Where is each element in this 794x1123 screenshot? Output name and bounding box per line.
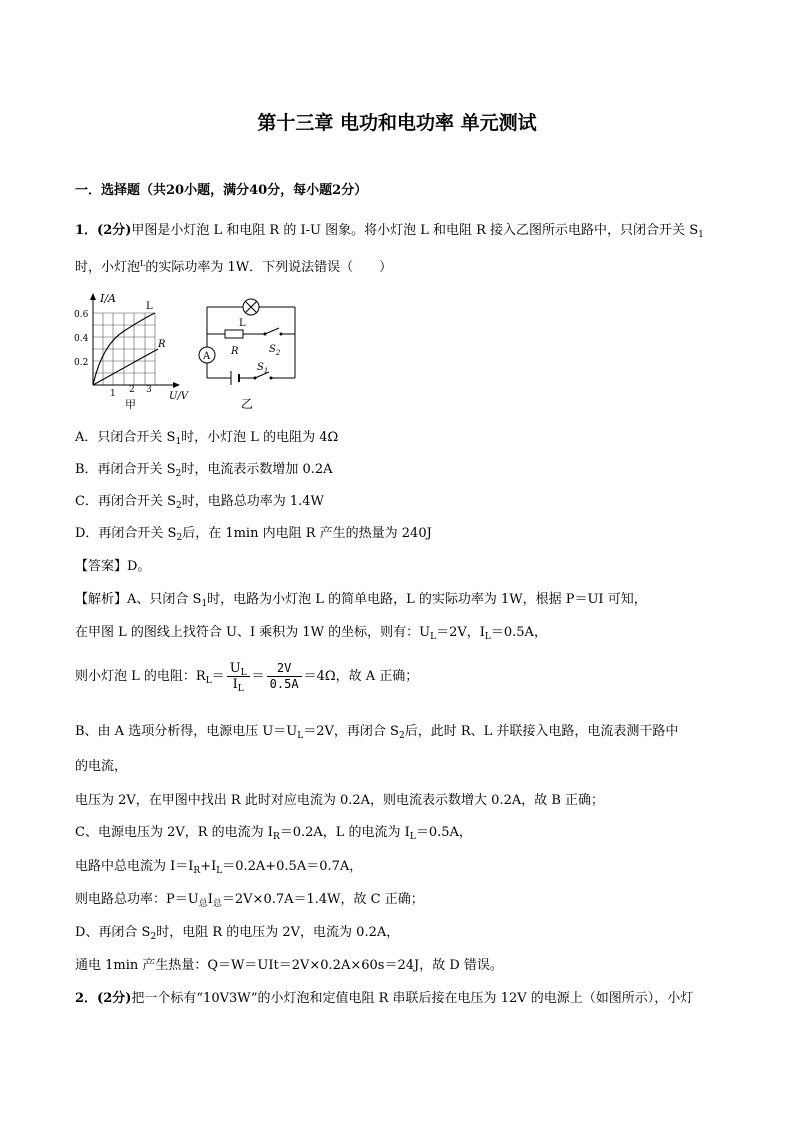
question-1-line1 [75, 223, 704, 239]
subscript: L [240, 668, 247, 678]
subscript: L [430, 632, 437, 642]
ammeter-symbol [199, 347, 215, 363]
analysis-text: ＝4Ω，故 A 正确； [303, 669, 419, 684]
fraction-ul-il [227, 661, 250, 692]
switch2-sub: 2 [275, 349, 281, 357]
switch1-label [257, 362, 268, 375]
analysis-line [75, 825, 472, 841]
graph-caption: 甲 [125, 398, 136, 411]
section-heading: 一．选择题（共20小题，满分40分，每小题2分） [75, 183, 368, 198]
option-a-text: A．只闭合开关 S [75, 430, 176, 445]
circuit-diagram-figure [195, 290, 305, 415]
switch1-contact [254, 377, 257, 380]
resistor-symbol [225, 330, 243, 338]
analysis-line [75, 724, 678, 740]
question-1-line2 [75, 260, 392, 276]
analysis-text: 时，电阻 R 的电压为 2V，电流为 0.2A， [156, 925, 400, 940]
analysis-text: ＝2V，再闭合 S [303, 724, 399, 739]
subscript: 总 [212, 899, 222, 909]
switch1-sub: 1 [263, 367, 269, 375]
fraction-num-text: U [229, 661, 241, 676]
y-tick-label: 0.6 [74, 310, 89, 320]
resistor-label: R [231, 346, 239, 357]
subscript: L [205, 676, 212, 686]
subscript: 总 [198, 899, 208, 909]
lamp-symbol [243, 299, 259, 315]
switch2-letter: S [269, 344, 276, 355]
line-R-label: R [158, 339, 166, 350]
subscript: L [237, 684, 244, 694]
analysis-line: 通电 1min 产生热量：Q＝W＝UIt＝2V×0.2A×60s＝24J，故 D 错误。 [75, 958, 503, 973]
subscript: 2 [175, 469, 182, 479]
subscript: 1 [698, 230, 704, 240]
lamp-label: L [239, 318, 246, 329]
analysis-text: 则电路总功率：P＝U [75, 892, 199, 907]
y-axis-label: I/A [100, 292, 116, 305]
switch2-label [269, 344, 281, 357]
subscript: 2 [398, 731, 405, 741]
fraction-den-text: I [232, 677, 238, 692]
question-2-stem: 把一个标有“10V3W”的小灯泡和定值电阻 R 串联后接在电压为 12V 的电源上（如图所示），小灯 [131, 991, 694, 1006]
subscript: 2 [176, 501, 182, 511]
analysis-text: ＝0.2A+0.5A＝0.7A， [222, 859, 363, 874]
option-d-text: D．再闭合开关 S [75, 526, 177, 541]
option-c-text: C．再闭合开关 S [75, 494, 176, 509]
analysis-text: +I [200, 859, 217, 874]
subscript: 2 [150, 932, 157, 942]
question-1-stem: 甲图是小灯泡 L 和电阻 R 的 I-U 图象。将小灯泡 L 和电阻 R 接入乙图所示电路中，只闭合开关 S [131, 223, 699, 238]
analysis-text: D、再闭合 S [75, 925, 151, 940]
analysis-text: 则小灯泡 L 的电阻：R [75, 669, 206, 684]
option-a [75, 430, 338, 446]
subscript: 1 [175, 437, 182, 447]
fraction-denominator [227, 677, 250, 692]
analysis-line: 电压为 2V，在甲图中找出 R 此时对应电流为 0.2A，则电流表示数增大 0.2A，故 B 正确； [75, 793, 605, 808]
circuit-caption: 乙 [241, 397, 254, 411]
switch2-contact [264, 333, 267, 336]
analysis-text: ＝0.5A， [415, 825, 472, 840]
switch1-contact [270, 377, 273, 380]
analysis-line [75, 925, 399, 941]
option-b-text: B．再闭合开关 S [75, 462, 176, 477]
fraction-denominator: 0.5A [269, 677, 299, 691]
analysis-text: ＝2V，I [436, 625, 485, 640]
ammeter-label: A [203, 351, 211, 362]
subscript: L [216, 866, 223, 876]
option-c [75, 494, 324, 510]
analysis-text: ＝0.2A，L 的电流为 I [279, 825, 410, 840]
analysis-line: 的电流， [75, 759, 128, 774]
analysis-formula-line [75, 660, 418, 694]
page-title: 第十三章 电功和电功率 单元测试 [257, 112, 537, 134]
analysis-text: ＝2V×0.7A＝1.4W，故 C 正确； [221, 892, 424, 907]
analysis-text: 【解析】A、只闭合 S [75, 592, 202, 607]
subscript: L [297, 731, 304, 741]
x-axis-label: U/V [169, 391, 189, 402]
option-b [75, 462, 333, 478]
y-tick-label: 0.4 [74, 334, 89, 344]
analysis-text: I [207, 892, 213, 907]
analysis-line [75, 592, 647, 608]
subscript: R [272, 832, 280, 842]
option-d-text-end: 后，在 1min 内电阻 R 产生的热量为 240J [182, 526, 432, 541]
x-tick-label: 1 [110, 389, 116, 399]
question-1-stem-cont: 时，小灯泡 [75, 260, 141, 275]
equals-sign: ＝ [251, 669, 265, 684]
analysis-text: 时，电路为小灯泡 L 的简单电路，L 的实际功率为 1W，根据 P＝UI 可知， [207, 592, 647, 607]
fraction-numerator: 2V [267, 661, 302, 677]
iu-graph-figure [70, 285, 190, 415]
option-b-text-end: 时，电流表示数增加 0.2A [181, 462, 333, 477]
question-2-line1 [75, 991, 693, 1007]
option-c-text-end: 时，电路总功率为 1.4W [181, 494, 324, 509]
option-a-text-end: 时，小灯泡 L 的电阻为 4Ω [181, 430, 339, 445]
superscript: L [140, 259, 146, 268]
analysis-line [75, 892, 424, 908]
fraction-values [267, 661, 302, 692]
curve-L-label: L [146, 301, 153, 312]
question-2-number: 2．(2分) [75, 991, 132, 1006]
subscript: L [484, 632, 491, 642]
analysis-line [75, 625, 547, 641]
subscript: 2 [176, 533, 183, 543]
analysis-text: C、电源电压为 2V，R 的电流为 I [75, 825, 273, 840]
subscript: L [409, 832, 416, 842]
analysis-text: ＝0.5A， [490, 625, 547, 640]
analysis-text: 在甲图 L 的图线上找符合 U、I 乘积为 1W 的坐标，则有：U [75, 625, 431, 640]
switch1-letter: S [257, 362, 264, 373]
option-d [75, 526, 432, 542]
subscript: R [193, 866, 201, 876]
fraction-numerator [227, 661, 250, 677]
analysis-text: B、由 A 选项分析得，电源电压 U＝U [75, 724, 298, 739]
y-axis-arrow [90, 293, 96, 300]
x-axis-arrow [173, 382, 180, 388]
analysis-line [75, 859, 362, 875]
question-1-number: 1．(2分) [75, 223, 132, 238]
switch2-contact [280, 333, 283, 336]
analysis-text: 电路中总电流为 I＝I [75, 859, 194, 874]
y-tick-label: 0.2 [74, 358, 89, 368]
question-1-stem-end: 的实际功率为 1W．下列说法错误（ ） [145, 260, 393, 275]
graph-grid [93, 313, 155, 385]
equals-sign: ＝ [211, 669, 225, 684]
battery-symbol [231, 371, 239, 385]
subscript: 1 [201, 599, 208, 609]
answer-line: 【答案】D。 [75, 559, 151, 574]
x-tick-label: 3 [146, 385, 152, 395]
analysis-text: 后，此时 R、L 并联接入电路，电流表测干路中 [404, 724, 679, 739]
x-tick-label: 2 [129, 385, 135, 395]
